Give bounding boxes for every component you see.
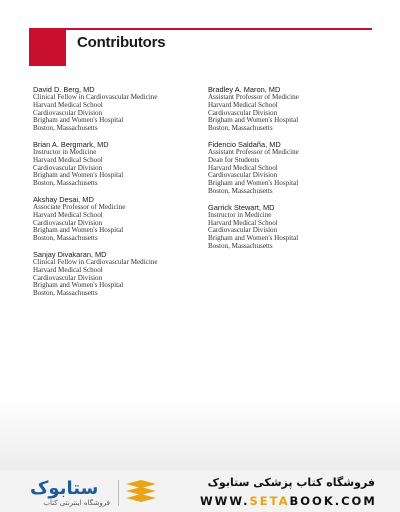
contributor-name: Akshay Desai, MD <box>33 194 94 204</box>
url-suffix: BOOK.COM <box>289 494 377 508</box>
contributor-name: Sanjay Divakaran, MD <box>33 249 107 259</box>
footer-fade <box>0 398 400 470</box>
contributor-name: David D. Berg, MD <box>33 85 95 94</box>
contributor-affiliation-line: Cardiovascular Division <box>33 108 103 117</box>
contributor-affiliation-line: Boston, Massachusetts <box>33 234 98 243</box>
contributor-affiliation-line: Instructor in Medicine <box>208 210 272 219</box>
contributor-affiliation-line: Boston, Massachusetts <box>33 179 98 188</box>
contributor-affiliation-line: Associate Professor of Medicine <box>33 202 126 211</box>
contributor-affiliation-line: Boston, Massachusetts <box>33 289 98 298</box>
contributor-affiliation-line: Harvard Medical School <box>208 218 278 227</box>
contributor-affiliation-line: Brigham and Women's Hospital <box>33 226 124 235</box>
contributor-affiliation-line: Harvard Medical School <box>33 100 103 109</box>
contributor-affiliation-line: Cardiovascular Division <box>208 108 278 117</box>
contributor-name: Bradley A. Maron, MD <box>208 85 281 94</box>
contributor-affiliation-line: Harvard Medical School <box>33 210 103 219</box>
contributor-affiliation-line: Brigham and Women's Hospital <box>33 281 124 290</box>
logo-divider <box>118 480 119 506</box>
contributor-name: Garrick Stewart, MD <box>208 202 275 212</box>
contributor-affiliation-line: Cardiovascular Division <box>208 226 278 235</box>
contributor-entry <box>33 141 203 188</box>
contributor-affiliation-line: Brigham and Women's Hospital <box>208 234 299 243</box>
contributor-affiliation-line: Brigham and Women's Hospital <box>33 171 124 180</box>
contributor-affiliation-line: Boston, Massachusetts <box>208 241 273 250</box>
contributor-name: Brian A. Bergmark, MD <box>33 139 109 149</box>
contributors-column-left <box>33 86 203 306</box>
contributor-entry <box>33 196 203 243</box>
contributor-affiliation-line: Harvard Medical School <box>208 163 278 172</box>
book-stack-icon <box>124 478 158 508</box>
contributor-entry <box>208 141 378 196</box>
contributor-affiliation-line: Cardiovascular Division <box>33 218 103 227</box>
url-prefix: WWW. <box>200 494 250 508</box>
store-url[interactable] <box>200 494 375 508</box>
contributor-affiliation-line: Dean for Students <box>208 155 260 164</box>
contributor-affiliation-line: Brigham and Women's Hospital <box>208 116 299 125</box>
contributor-affiliation-line: Boston, Massachusetts <box>33 124 98 133</box>
contributor-affiliation-line: Harvard Medical School <box>33 265 103 274</box>
url-accent: SETA <box>249 494 290 508</box>
page-title: Contributors <box>77 34 166 51</box>
contributor-affiliation-line: Instructor in Medicine <box>33 147 97 156</box>
contributor-affiliation-line: Boston, Massachusetts <box>208 186 273 195</box>
contributor-affiliation-line: Assistant Professor of Medicine <box>208 93 299 101</box>
contributor-entry <box>208 86 378 133</box>
header-rule <box>66 28 372 30</box>
contributor-affiliation-line: Cardiovascular Division <box>33 273 103 282</box>
contributor-name: Fidencio Saldaña, MD <box>208 139 281 149</box>
contributor-entry <box>208 204 378 251</box>
contributors-column-right <box>208 86 378 259</box>
contributor-affiliation-line: Clinical Fellow in Cardiovascular Medicine <box>33 257 158 266</box>
store-logo-text: ستابوک <box>30 478 99 499</box>
contributor-affiliation-line: Harvard Medical School <box>33 155 103 164</box>
store-name: فروشگاه کتاب پزشکی ستابوک <box>207 476 375 489</box>
contributor-entry <box>33 251 203 298</box>
contributor-affiliation-line: Cardiovascular Division <box>208 171 278 180</box>
contributor-affiliation-line: Brigham and Women's Hospital <box>208 179 299 188</box>
contributor-entry <box>33 86 203 133</box>
contributor-affiliation-line: Clinical Fellow in Cardiovascular Medicine <box>33 93 158 101</box>
contributor-affiliation-line: Brigham and Women's Hospital <box>33 116 124 125</box>
contributor-affiliation-line: Assistant Professor of Medicine <box>208 147 299 156</box>
contributor-affiliation-line: Boston, Massachusetts <box>208 124 273 133</box>
contributor-affiliation-line: Cardiovascular Division <box>33 163 103 172</box>
header-red-block <box>29 28 66 66</box>
store-logo-subtitle: فروشگاه اینترنتی کتاب <box>43 499 110 507</box>
contributor-affiliation-line: Harvard Medical School <box>208 100 278 109</box>
